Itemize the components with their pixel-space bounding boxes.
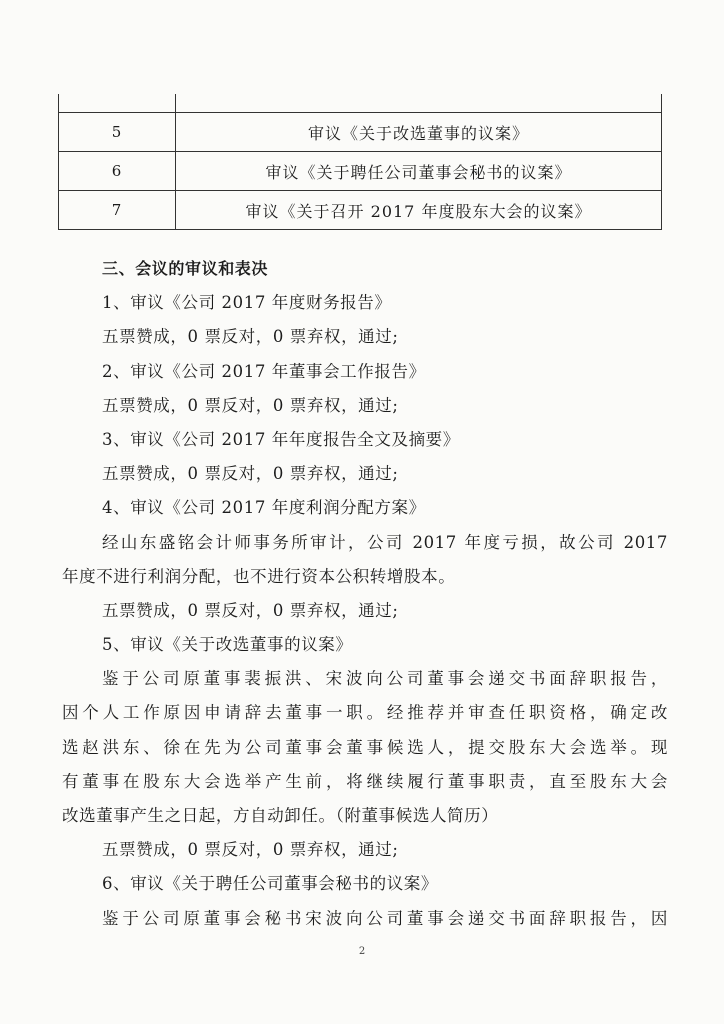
table-row-partial — [59, 94, 662, 113]
table-cell-number: 7 — [59, 191, 176, 230]
vote-result: 五票赞成，0 票反对，0 票弃权，通过; — [102, 600, 399, 620]
table-row — [59, 113, 662, 152]
paragraph-line: 鉴于公司原董事裴振洪、宋波向公司董事会递交书面辞职报告， — [102, 669, 668, 689]
table-cell-item: 审议《关于召开 2017 年度股东大会的议案》 — [176, 191, 662, 230]
table-row — [59, 191, 662, 230]
paragraph-line: 有董事在股东大会选举产生前，将继续履行董事职责，直至股东大会 — [62, 771, 668, 791]
paragraph-line: 选赵洪东、徐在先为公司董事会董事候选人，提交股东大会选举。现 — [62, 737, 668, 757]
table-cell-number: 6 — [59, 152, 176, 191]
item-title: 5、审议《关于改选董事的议案》 — [102, 635, 353, 655]
item-title: 2、审议《公司 2017 年董事会工作报告》 — [102, 361, 426, 381]
paragraph-line: 经山东盛铭会计师事务所审计，公司 2017 年度亏损，故公司 2017 — [102, 532, 668, 552]
table-row — [59, 152, 662, 191]
paragraph-line: 因个人工作原因申请辞去董事一职。经推荐并审查任职资格，确定改 — [62, 703, 668, 723]
table-cell-item: 审议《关于改选董事的议案》 — [176, 113, 662, 152]
item-title: 1、审议《公司 2017 年度财务报告》 — [102, 293, 392, 313]
table-cell-number: 5 — [59, 113, 176, 152]
item-title: 3、审议《公司 2017 年年度报告全文及摘要》 — [102, 429, 460, 449]
agenda-table — [58, 94, 662, 230]
vote-result: 五票赞成，0 票反对，0 票弃权，通过; — [102, 395, 399, 415]
vote-result: 五票赞成，0 票反对，0 票弃权，通过; — [102, 327, 399, 347]
item-title: 4、审议《公司 2017 年度利润分配方案》 — [102, 498, 426, 518]
paragraph-line: 鉴于公司原董事会秘书宋波向公司董事会递交书面辞职报告，因 — [102, 908, 668, 928]
item-title: 6、审议《关于聘任公司董事会秘书的议案》 — [102, 874, 438, 894]
paragraph-line: 改选董事产生之日起，方自动卸任。（附董事候选人简历） — [62, 806, 499, 825]
section-body — [62, 252, 668, 936]
paragraph-line: 年度不进行利润分配，也不进行资本公积转增股本。 — [62, 566, 456, 586]
vote-result: 五票赞成，0 票反对，0 票弃权，通过; — [102, 464, 399, 484]
table-cell-item: 审议《关于聘任公司董事会秘书的议案》 — [176, 152, 662, 191]
vote-result: 五票赞成，0 票反对，0 票弃权，通过; — [102, 840, 399, 860]
section-heading: 三、会议的审议和表决 — [102, 259, 269, 278]
page-number: 2 — [358, 946, 366, 957]
